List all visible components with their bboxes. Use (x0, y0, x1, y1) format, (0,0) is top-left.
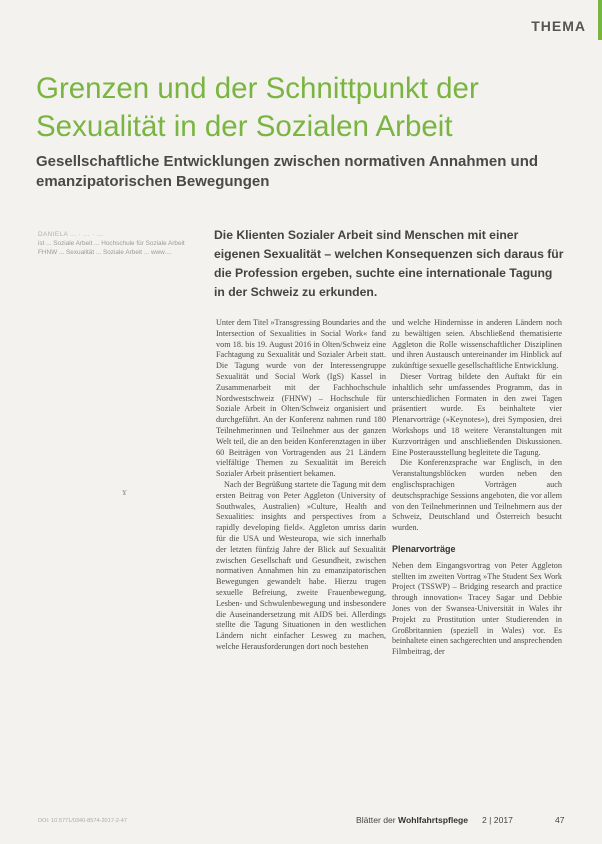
section-heading: Plenarvorträge (392, 543, 456, 554)
journal-title: Wohlfahrtspflege (398, 815, 469, 825)
body-paragraph: und welche Hindernisse in anderen Ländern noch zu bewältigen seien. Abschließend thematisierte Aggleton die Rolle wissenschaftlicher Disziplinen und ihren Austausch untereinander im Hinblick auf zukünftige sexuelle gesellschaftliche Entwicklung. (392, 318, 562, 371)
issue-number: 2 | 2017 (482, 815, 513, 825)
article-lead: Die Klienten Sozialer Arbeit sind Menschen mit einer eigenen Sexualität – welchen Konsequenzen sich daraus für die Profession ergeben, suchte eine internationale Tagung in der Schweiz zu erkunden. (214, 228, 564, 299)
article-subtitle: Gesellschaftliche Entwicklungen zwischen normativen Annahmen und emanzipatorischen Bewegungen (36, 153, 539, 190)
author-box (38, 230, 186, 257)
doi-line: DOI: 10.5771/0340-8574-2017-2-47 (38, 818, 127, 824)
section-accent-bar (598, 0, 602, 40)
section-label: THEMA (531, 18, 586, 34)
body-paragraph: Dieser Vortrag bildete den Auftakt für ein inhaltlich sehr umfassendes Programm, das in unterschiedlichen Formaten in den zwei Tagen präsentiert wurde. Es beinhaltete vier Plenarvorträge (»Keynotes«), drei Symposien, drei Workshops und 18 weitere Veranstaltungen mit Kurzvorträgen und anschließenden Diskussionen. Eine Posterausstellung begleitete die Tagung. (392, 371, 562, 457)
pencil-mark-icon: ɤ (122, 486, 127, 498)
author-names: DANIELA ... · ... · ... (38, 231, 104, 238)
journal-name (356, 815, 468, 825)
author-bio: ist ... Soziale Arbeit ... Hochschule für Soziale Arbeit FHNW ... Sexualität ... Soziale Arbeit ... www.... (38, 240, 185, 256)
page-number: 47 (555, 815, 565, 825)
body-paragraph: Nach der Begrüßung startete die Tagung mit dem ersten Beitrag von Peter Aggleton (University of Southwales, Australien) »Culture, Health and Sexualities: insights and perspectives from a rapidly developing field«. Aggleton umriss darin für die USA und Westeuropa, wie sich innerhalb der letzten fünfzig Jahre der Blick auf Sexualität zwischen Gesellschaft und Gesundheit, zwischen normativen Annahmen hin zu emanzipatorischen Bewegungen gewandelt habe. Hierzu trugen sexuelle Befreiung, zweite Frauenbewegung, Lesben- und Schwulenbewegung und insbesondere die Auseinandersetzung mit AIDS bei. Allerdings stellte die Tagung Situationen in den westlichen Ländern nicht einfacher Lesweg zu machen, welche Herausforderungen dort noch bestehen (216, 479, 386, 651)
article-title: Grenzen und der Schnittpunkt der Sexualität in der Sozialen Arbeit (36, 72, 479, 143)
body-paragraph: Die Konferenzsprache war Englisch, in den Veranstaltungsblöcken wurden neben den englischsprachigen Vorträgen auch deutschsprachige Sessions angeboten, die vor allem von den Teilnehmerinnen und Teilnehmern aus der Schweiz, Deutschland und Österreich besucht wurden. (392, 458, 562, 533)
journal-prefix: Blätter der (356, 815, 396, 825)
body-paragraph: Unter dem Titel »Transgressing Boundaries and the Intersection of Sexualities in Social Work« fand vom 18. bis 19. August 2016 in Olten/Schweiz eine Fachtagung zu Sexualität und Sozialer Arbeit statt. Die Tagung wurde von der Interessengruppe Sexualität und Social Work (IgS) Kassel in Zusammenarbeit mit der Fachhochschule Nordwestschweiz (FHNW) – Hochschule für Soziale Arbeit in Olten/Schweiz organisiert und durchgeführt. An der Konferenz nahmen rund 180 Teilnehmerinnen und Teilnehmer aus der ganzen Welt teil, die an den beiden Konferenztagen in über 60 Beiträgen von Vortragenden aus 21 Ländern vielfältige Themen zu Sexualität im Bereich Sozialer Arbeit präsentiert bekamen. (216, 318, 386, 479)
body-column-2 (392, 318, 562, 658)
body-paragraph: Neben dem Eingangsvortrag von Peter Aggleton stellten im zweiten Vortrag »The Student Sex Work Project (TSSWP) – Bridging research and practice through innovation« Tracey Sagar und Debbie Jones von der Swansea-Universität in Wales ihr Projekt zu Prostitution unter Studierenden in Großbritannien (speziell in Wales) vor. Es beinhaltete einen sachgerechten und ansprechenden Filmbeitrag, der (392, 560, 562, 657)
body-column-1 (216, 318, 386, 653)
